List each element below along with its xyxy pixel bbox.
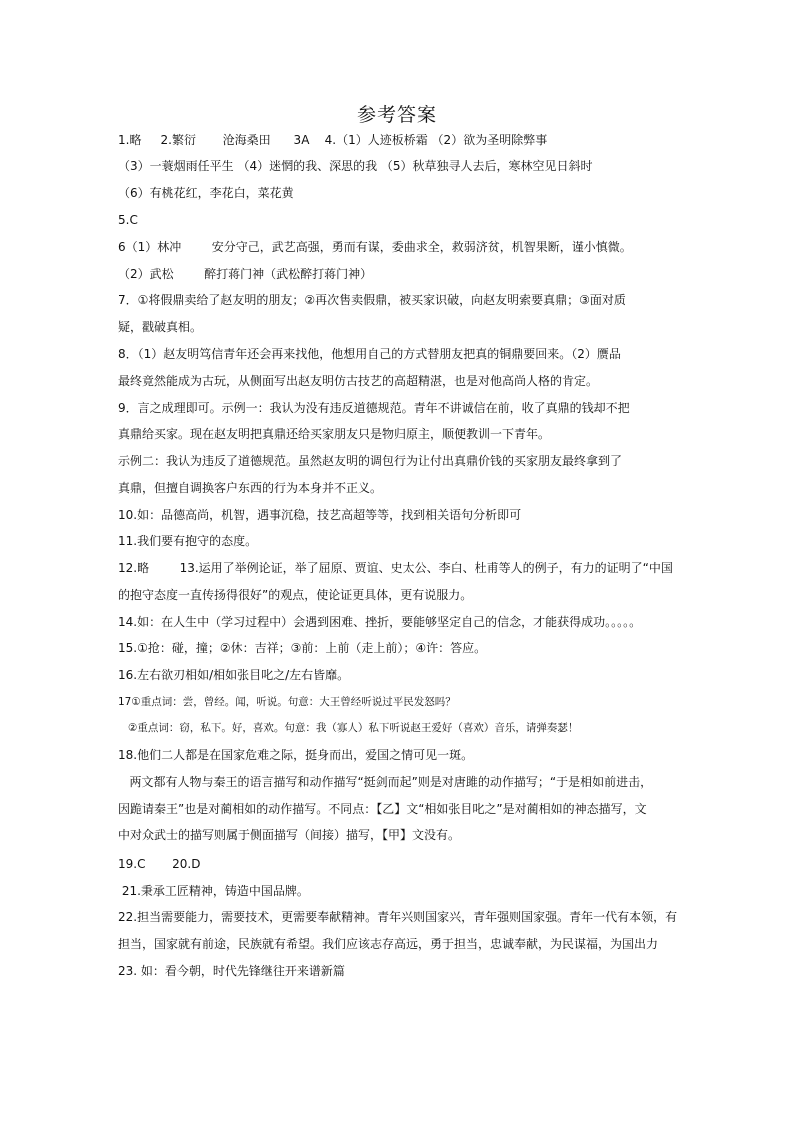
answer-line-27: 中对众武士的描写则属于侧面描写（间接）描写，【甲】文没有。 [118, 828, 461, 842]
answer-line-10: 最终竟然能成为古玩，从侧面写出赵友明仿古技艺的高超精湛，也是对他高尚人格的肯定。 [118, 374, 599, 388]
answer-line-11: 9．言之成理即可。示例一：我认为没有违反道德规范。青年不讲诚信在前，收了真鼎的钱却不把 [118, 401, 630, 415]
answer-line-8: 疑，戳破真相。 [118, 320, 203, 334]
answer-line-5: 6（1）林冲 安分守己，武艺高强，勇而有谋，委曲求全，救弱济贫，机智果断，谨小慎微。 [118, 240, 632, 254]
answer-line-28: 19.C 20.D [118, 857, 201, 871]
answer-line-30: 22.担当需要能力，需要技术，更需要奉献精神。青年兴则国家兴，青年强则国家强。青年一代有本领，有 [118, 910, 678, 924]
answer-line-16: 11.我们要有抱守的态度。 [118, 534, 258, 548]
answer-line-23: ②重点词：窃，私下。好，喜欢。句意：我（寡人）私下听说赵王爱好（喜欢）音乐，请弹奏瑟！ [118, 722, 579, 734]
answer-line-17: 12.略 13.运用了举例论证，举了屈原、贾谊、史太公、李白、杜甫等人的例子，有力的证明了“中国 [118, 561, 673, 575]
answer-line-20: 15.①抢：碰，撞；②休：吉祥；③前：上前（走上前）；④许：答应。 [118, 641, 487, 655]
answer-line-29: 21.秉承工匠精神，铸造中国品牌。 [118, 884, 309, 898]
answer-line-21: 16.左右欲刃相如/相如张目叱之/左右皆靡。 [118, 668, 350, 682]
answer-line-18: 的抱守态度一直传扬得很好”的观点，使论证更具体，更有说服力。 [118, 588, 473, 602]
answer-line-1: 1.略 2.繁衍 沧海桑田 3A 4.（1）人迹板桥霜 （2）欲为圣明除弊事 [118, 133, 548, 147]
answer-line-15: 10.如：品德高尚，机智，遇事沉稳，技艺高超等等，找到相关语句分析即可 [118, 508, 522, 522]
answer-line-14: 真鼎，但擅自调换客户东西的行为本身并不正义。 [118, 481, 383, 495]
answer-line-13: 示例二：我认为违反了道德规范。虽然赵友明的调包行为让付出真鼎价钱的买家朋友最终拿到了 [118, 454, 623, 468]
answer-line-26: 因跪请秦王”也是对蔺相如的动作描写。不同点：【乙】文“相如张目叱之”是对蔺相如的神态描写，文 [118, 802, 647, 816]
answer-line-32: 23. 如：看今朝，时代先锋继往开来谱新篇 [118, 964, 345, 978]
answer-line-3: （6）有桃花红，李花白，菜花黄 [118, 186, 294, 200]
answer-line-6: （2）武松 醉打蒋门神（武松醉打蒋门神） [118, 267, 373, 281]
answer-line-7: 7．①将假鼎卖给了赵友明的朋友；②再次售卖假鼎，被买家识破，向赵友明索要真鼎；③面对质 [118, 293, 626, 307]
answer-line-31: 担当，国家就有前途，民族就有希望。我们应该志存高远，勇于担当，忠诚奉献，为民谋福，为国出力 [118, 937, 659, 951]
answer-line-12: 真鼎给买家。现在赵友明把真鼎还给买家朋友只是物归原主，顺便教训一下青年。 [118, 427, 551, 441]
answer-line-25: 两文都有人物与秦王的语言描写和动作描写“挺剑而起”则是对唐雎的动作描写；“于是相如前进击， [118, 775, 653, 789]
page-title: 参考答案 [356, 104, 437, 126]
answer-line-9: 8．（1）赵友明笃信青年还会再来找他，他想用自己的方式替朋友把真的铜鼎要回来。（2）赝品 [118, 347, 621, 361]
answer-line-24: 18.他们二人都是在国家危难之际，挺身而出，爱国之情可见一斑。 [118, 748, 474, 762]
answer-line-4: 5.C [118, 213, 138, 227]
answer-line-19: 14.如：在人生中（学习过程中）会遇到困难、挫折，要能够坚定自己的信念，才能获得成功。。。。。 [118, 615, 642, 629]
answer-line-22: 17①重点词：尝，曾经。闻，听说。句意：大王曾经听说过平民发怒吗？ [118, 696, 456, 708]
answer-line-2: （3）一蓑烟雨任平生 （4）迷惘的我、深思的我 （5）秋草独寻人去后，寒林空见日斜时 [118, 159, 593, 173]
